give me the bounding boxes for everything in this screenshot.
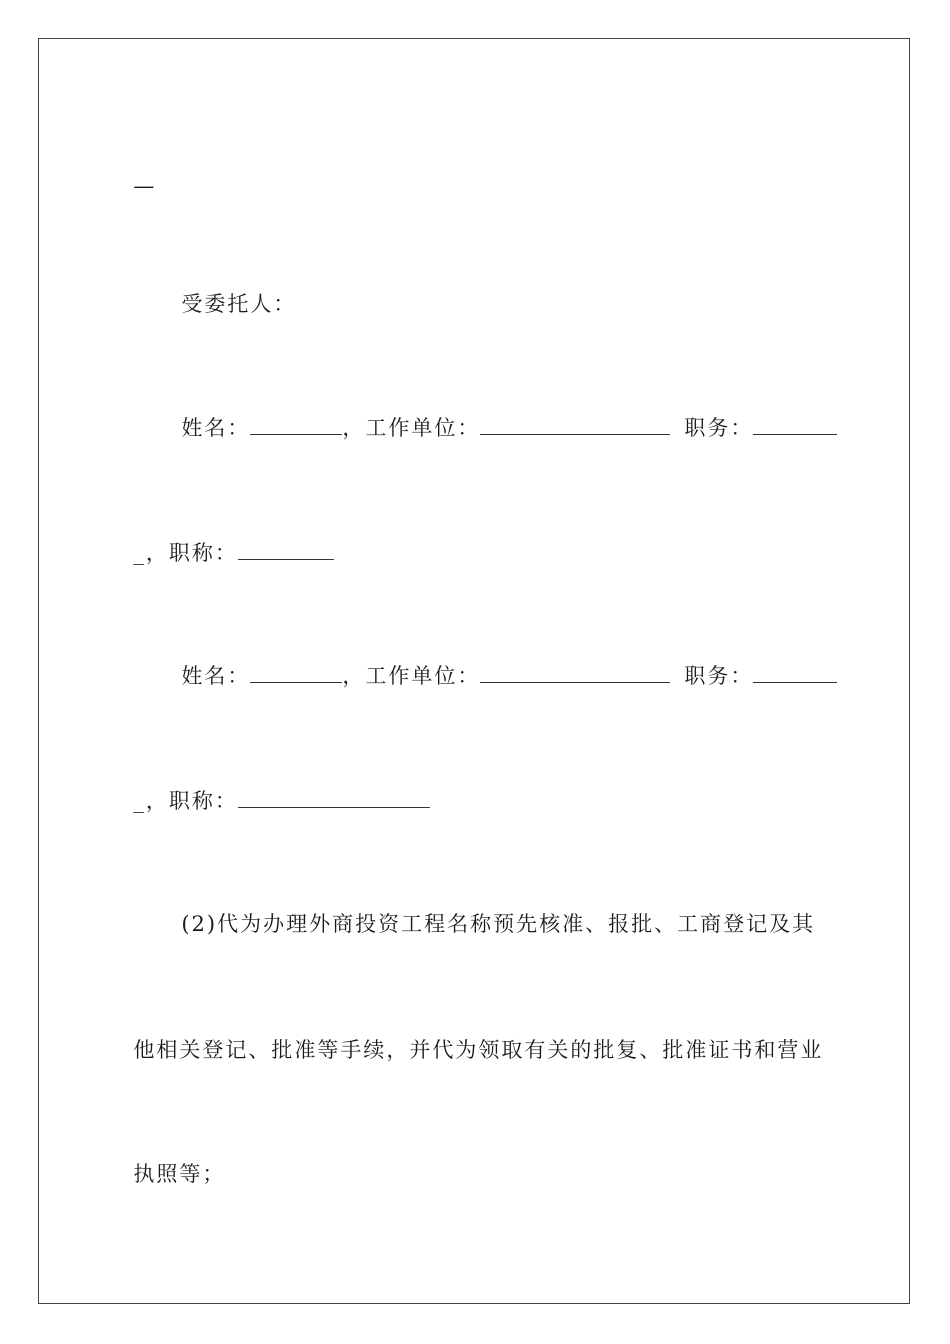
name-blank[interactable] (250, 662, 342, 683)
separator: ， (342, 664, 366, 688)
top-dash (116, 144, 156, 200)
work-unit-label: 工作单位： (365, 416, 481, 440)
duty-blank[interactable] (753, 414, 837, 435)
name-label: 姓名： (181, 664, 251, 688)
trustee-heading-text: 受委托人： (181, 292, 297, 316)
title-blank[interactable] (238, 787, 430, 808)
title-label: 职称： (168, 789, 238, 813)
item-2-line-2 (116, 1008, 823, 1064)
paragraph-text: 执照等； (133, 1162, 226, 1186)
item-2-line-1 (164, 882, 815, 938)
duty-label: 职务： (684, 664, 754, 688)
duty-label: 职务： (684, 416, 754, 440)
person-1-line-1 (164, 386, 837, 442)
item-2-line-3 (116, 1132, 225, 1188)
paragraph-text: 他相关登记、批准等手续，并代为领取有关的批复、批准证书和营业 (133, 1038, 824, 1062)
work-unit-label: 工作单位： (365, 664, 481, 688)
work-unit-blank[interactable] (480, 414, 670, 435)
continuation: _， (133, 789, 169, 813)
continuation: _， (133, 541, 169, 565)
person-2-line-1 (164, 634, 837, 690)
name-blank[interactable] (250, 414, 342, 435)
person-2-line-2 (116, 759, 430, 815)
separator: ， (342, 416, 366, 440)
work-unit-blank[interactable] (480, 662, 670, 683)
name-label: 姓名： (181, 416, 251, 440)
paragraph-text: (2)代为办理外商投资工程名称预先核准、报批、工商登记及其 (181, 912, 816, 936)
dash-text: — (133, 174, 157, 198)
title-blank[interactable] (238, 539, 334, 560)
person-1-line-2 (116, 511, 334, 567)
trustee-heading (164, 262, 296, 318)
title-label: 职称： (168, 541, 238, 565)
duty-blank[interactable] (753, 662, 837, 683)
